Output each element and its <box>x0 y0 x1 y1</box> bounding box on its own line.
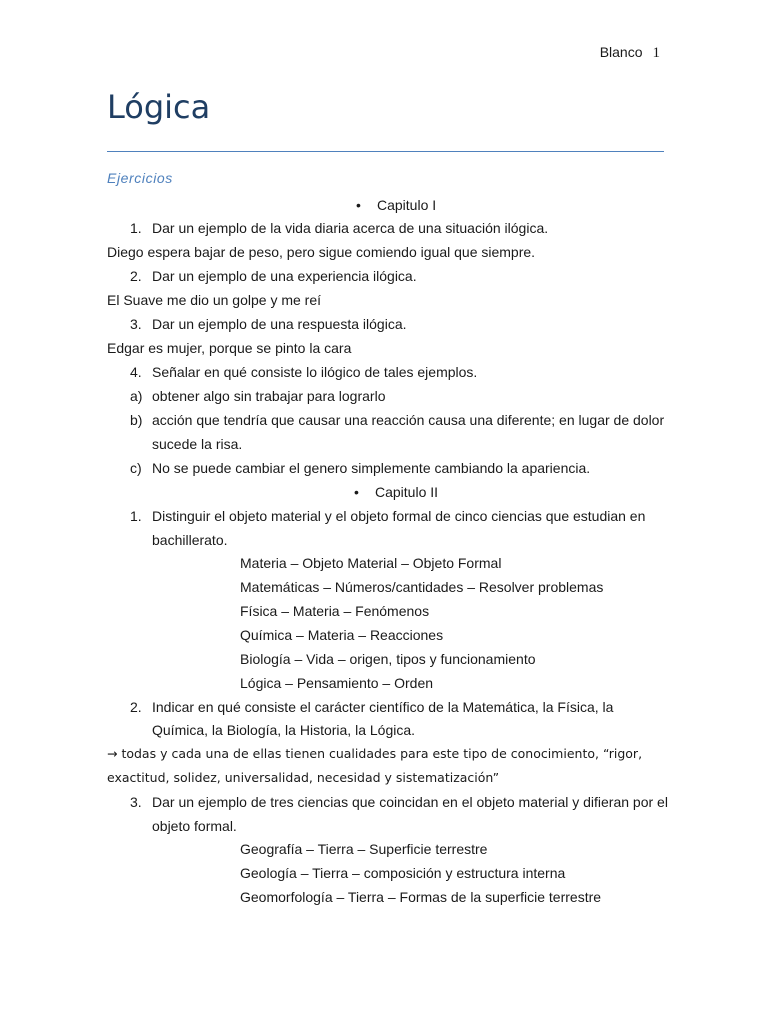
answer-2: El Suave me dio un golpe y me reí <box>107 292 322 308</box>
table1-row: Química – Materia – Reacciones <box>240 627 444 643</box>
list-letter: c) <box>130 460 142 476</box>
question-2: Dar un ejemplo de una experiencia ilógica. <box>152 268 417 284</box>
list-number: 3. <box>130 316 142 332</box>
question-1: Dar un ejemplo de la vida diaria acerca de una situación ilógica. <box>152 220 549 236</box>
table1-row: Materia – Objeto Material – Objeto Formal <box>240 555 502 571</box>
list-number: 3. <box>130 794 142 810</box>
title-divider <box>107 151 664 152</box>
document-subtitle: Ejercicios <box>107 170 173 186</box>
question-3: Dar un ejemplo de una respuesta ilógica. <box>152 316 407 332</box>
list-number: 1. <box>130 220 142 236</box>
table1-row: Matemáticas – Números/cantidades – Resolver problemas <box>240 579 604 595</box>
bullet-icon: • <box>356 197 361 213</box>
list-number: 2. <box>130 268 142 284</box>
table1-row: Biología – Vida – origen, tipos y funcionamiento <box>240 651 536 667</box>
answer-4b: acción que tendría que causar una reacción causa una diferente; en lugar de dolor <box>152 412 665 428</box>
answer-1: Diego espera bajar de peso, pero sigue comiendo igual que siempre. <box>107 244 536 260</box>
list-number: 4. <box>130 364 142 380</box>
ch2-question-2-cont: Química, la Biología, la Historia, la Lógica. <box>152 722 416 738</box>
list-number: 2. <box>130 699 142 715</box>
ch2-question-1-cont: bachillerato. <box>152 532 228 548</box>
ch2-question-3: Dar un ejemplo de tres ciencias que coincidan en el objeto material y difieran por el <box>152 794 668 810</box>
ch2-question-2: Indicar en qué consiste el carácter científico de la Matemática, la Física, la <box>152 699 614 715</box>
question-4: Señalar en qué consiste lo ilógico de tales ejemplos. <box>152 364 478 380</box>
ch2-answer-2-cont: exactitud, solidez, universalidad, necesidad y sistematización” <box>107 770 500 785</box>
chapter1-heading: Capitulo I <box>377 197 437 213</box>
answer-4c: No se puede cambiar el genero simplemente cambiando la apariencia. <box>152 460 591 476</box>
table2-row: Geografía – Tierra – Superficie terrestre <box>240 841 488 857</box>
table2-row: Geomorfología – Tierra – Formas de la superficie terrestre <box>240 889 602 905</box>
answer-4a: obtener algo sin trabajar para lograrlo <box>152 388 386 404</box>
header-author: Blanco <box>599 44 643 60</box>
table2-row: Geología – Tierra – composición y estructura interna <box>240 865 566 881</box>
list-letter: b) <box>130 412 143 428</box>
list-letter: a) <box>130 388 143 404</box>
ch2-question-1: Distinguir el objeto material y el objeto formal de cinco ciencias que estudian en <box>152 508 646 524</box>
bullet-icon: • <box>354 484 359 500</box>
table1-row: Física – Materia – Fenómenos <box>240 603 430 619</box>
answer-3: Edgar es mujer, porque se pinto la cara <box>107 340 352 356</box>
list-number: 1. <box>130 508 142 524</box>
document-title: Lógica <box>107 88 211 126</box>
answer-4b-cont: sucede la risa. <box>152 436 243 452</box>
page-number: 1 <box>652 45 660 61</box>
chapter2-heading: Capitulo II <box>375 484 439 500</box>
page-header <box>600 44 660 62</box>
ch2-question-3-cont: objeto formal. <box>152 818 237 834</box>
table1-row: Lógica – Pensamiento – Orden <box>240 675 434 691</box>
ch2-answer-2: → todas y cada una de ellas tienen cualidades para este tipo de conocimiento, “rigor, <box>107 746 643 761</box>
